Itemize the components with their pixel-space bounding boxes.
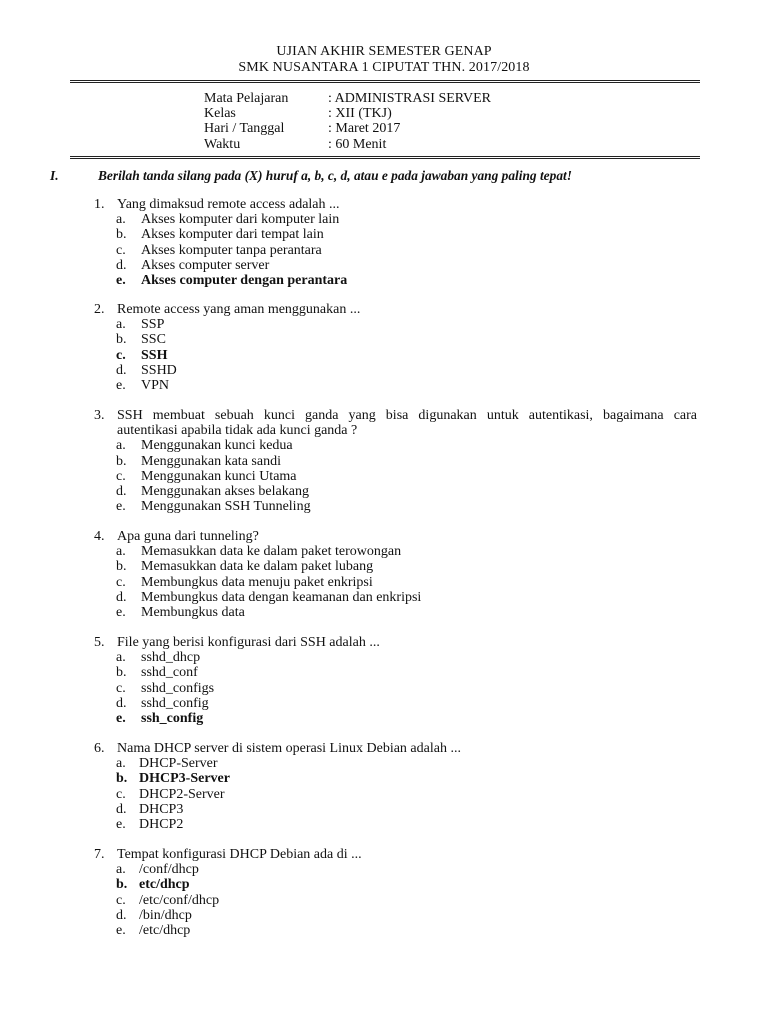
option-e[interactable] bbox=[0, 378, 768, 393]
question-text: Tempat konfigurasi DHCP Debian ada di ... bbox=[117, 847, 362, 862]
option-letter: b. bbox=[116, 227, 127, 243]
option-d[interactable] bbox=[0, 484, 768, 499]
option-c[interactable] bbox=[0, 787, 768, 802]
option-b[interactable] bbox=[0, 332, 768, 347]
option-b-answer[interactable] bbox=[0, 877, 768, 892]
option-letter: e. bbox=[116, 710, 126, 726]
option-text: Menggunakan kunci Utama bbox=[141, 468, 297, 484]
option-e[interactable] bbox=[0, 923, 768, 938]
option-letter: e. bbox=[116, 816, 126, 832]
option-text: Menggunakan kata sandi bbox=[141, 453, 281, 469]
info-label: Waktu bbox=[204, 136, 241, 152]
exam-info bbox=[204, 91, 491, 152]
question-number: 6. bbox=[94, 741, 105, 756]
option-c[interactable] bbox=[0, 575, 768, 590]
option-b[interactable] bbox=[0, 559, 768, 574]
option-c[interactable] bbox=[0, 243, 768, 258]
option-e-answer[interactable] bbox=[0, 711, 768, 726]
option-letter: b. bbox=[116, 453, 127, 469]
option-letter: e. bbox=[116, 922, 126, 938]
option-a[interactable] bbox=[0, 317, 768, 332]
option-b[interactable] bbox=[0, 454, 768, 469]
option-text: /etc/conf/dhcp bbox=[139, 892, 220, 908]
question-text-continued: autentikasi apabila tidak ada kunci ganda ? bbox=[117, 423, 358, 439]
option-e[interactable] bbox=[0, 605, 768, 620]
info-row-subject bbox=[204, 91, 491, 106]
question-3 bbox=[0, 408, 768, 514]
question-number: 2. bbox=[94, 302, 105, 317]
info-value: : Maret 2017 bbox=[328, 121, 401, 137]
info-label: Mata Pelajaran bbox=[204, 91, 289, 106]
option-letter: d. bbox=[116, 589, 127, 605]
option-text: DHCP3-Server bbox=[139, 771, 230, 787]
option-a[interactable] bbox=[0, 438, 768, 453]
option-letter: c. bbox=[116, 786, 126, 802]
question-4 bbox=[0, 529, 768, 620]
option-letter: d. bbox=[116, 695, 127, 711]
option-e[interactable] bbox=[0, 817, 768, 832]
option-b-answer[interactable] bbox=[0, 771, 768, 786]
section-instruction: Berilah tanda silang pada (X) huruf a, b, c, d, atau e pada jawaban yang paling tepat! bbox=[98, 168, 572, 183]
option-text: Memasukkan data ke dalam paket terowongan bbox=[141, 544, 402, 560]
option-d[interactable] bbox=[0, 802, 768, 817]
section-number: I. bbox=[50, 168, 59, 183]
option-text: DHCP2-Server bbox=[139, 786, 225, 802]
option-text: sshd_dhcp bbox=[141, 650, 201, 666]
option-text: VPN bbox=[141, 377, 170, 393]
question-number: 3. bbox=[94, 408, 105, 423]
info-label: Hari / Tanggal bbox=[204, 121, 285, 137]
option-letter: a. bbox=[116, 650, 126, 666]
option-d[interactable] bbox=[0, 258, 768, 273]
option-text: sshd_config bbox=[141, 695, 209, 711]
option-letter: b. bbox=[116, 665, 127, 681]
info-row-time bbox=[204, 137, 491, 152]
option-text: Akses komputer dari komputer lain bbox=[141, 212, 340, 228]
question-7 bbox=[0, 847, 768, 938]
question-number: 1. bbox=[94, 197, 105, 212]
option-d[interactable] bbox=[0, 908, 768, 923]
option-text: Akses komputer dari tempat lain bbox=[141, 227, 324, 243]
question-5 bbox=[0, 635, 768, 726]
option-text: SSHD bbox=[141, 362, 177, 378]
option-text: SSC bbox=[141, 332, 166, 348]
option-letter: d. bbox=[116, 362, 127, 378]
option-a[interactable] bbox=[0, 650, 768, 665]
option-letter: e. bbox=[116, 499, 126, 515]
option-text: Membungkus data dengan keamanan dan enkripsi bbox=[141, 589, 422, 605]
option-letter: e. bbox=[116, 377, 126, 393]
exam-title: UJIAN AKHIR SEMESTER GENAP bbox=[276, 44, 492, 59]
option-letter: d. bbox=[116, 801, 127, 817]
option-text: sshd_configs bbox=[141, 680, 215, 696]
option-text: Akses computer dengan perantara bbox=[141, 272, 348, 288]
option-text: DHCP2 bbox=[139, 816, 184, 832]
option-d[interactable] bbox=[0, 363, 768, 378]
question-2 bbox=[0, 302, 768, 393]
option-letter: b. bbox=[116, 559, 127, 575]
option-letter: b. bbox=[116, 771, 128, 787]
option-letter: a. bbox=[116, 212, 126, 228]
option-b[interactable] bbox=[0, 665, 768, 680]
option-text: DHCP3 bbox=[139, 801, 184, 817]
question-number: 4. bbox=[94, 529, 105, 544]
option-letter: e. bbox=[116, 604, 126, 620]
option-text: Akses komputer tanpa perantara bbox=[141, 242, 322, 258]
option-letter: a. bbox=[116, 317, 126, 333]
option-letter: a. bbox=[116, 862, 126, 878]
option-text: /bin/dhcp bbox=[139, 907, 192, 923]
question-6 bbox=[0, 741, 768, 832]
school-title: SMK NUSANTARA 1 CIPUTAT THN. 2017/2018 bbox=[238, 60, 530, 75]
option-c[interactable] bbox=[0, 681, 768, 696]
option-letter: c. bbox=[116, 680, 126, 696]
option-text: Akses computer server bbox=[141, 257, 270, 273]
option-letter: a. bbox=[116, 756, 126, 772]
option-d[interactable] bbox=[0, 696, 768, 711]
option-text: SSH bbox=[141, 347, 168, 363]
option-letter: c. bbox=[116, 574, 126, 590]
question-text: Nama DHCP server di sistem operasi Linux Debian adalah ... bbox=[117, 741, 461, 756]
option-text: DHCP-Server bbox=[139, 756, 218, 772]
option-a[interactable] bbox=[0, 862, 768, 877]
option-text: Membungkus data bbox=[141, 604, 245, 620]
option-letter: e. bbox=[116, 272, 126, 288]
question-text: Remote access yang aman menggunakan ... bbox=[117, 302, 361, 317]
question-text: Yang dimaksud remote access adalah ... bbox=[117, 197, 340, 212]
option-letter: c. bbox=[116, 892, 126, 908]
option-letter: a. bbox=[116, 438, 126, 454]
info-value: : XII (TKJ) bbox=[328, 106, 392, 122]
option-text: Menggunakan akses belakang bbox=[141, 483, 309, 499]
question-1 bbox=[0, 197, 768, 288]
info-label: Kelas bbox=[204, 106, 236, 122]
option-text: etc/dhcp bbox=[139, 877, 190, 893]
header-divider-bottom bbox=[70, 156, 700, 159]
option-letter: d. bbox=[116, 483, 127, 499]
info-value: : 60 Menit bbox=[328, 136, 387, 152]
option-a[interactable] bbox=[0, 212, 768, 227]
option-text: Menggunakan SSH Tunneling bbox=[141, 499, 311, 515]
option-text: /conf/dhcp bbox=[139, 862, 199, 878]
option-a[interactable] bbox=[0, 544, 768, 559]
option-d[interactable] bbox=[0, 590, 768, 605]
question-number: 5. bbox=[94, 635, 105, 650]
option-letter: d. bbox=[116, 257, 127, 273]
option-b[interactable] bbox=[0, 227, 768, 242]
option-text: /etc/dhcp bbox=[139, 922, 191, 938]
question-text: File yang berisi konfigurasi dari SSH adalah ... bbox=[117, 635, 380, 650]
option-letter: b. bbox=[116, 877, 128, 893]
option-text: Memasukkan data ke dalam paket lubang bbox=[141, 559, 374, 575]
option-text: Membungkus data menuju paket enkripsi bbox=[141, 574, 373, 590]
info-row-date bbox=[204, 121, 491, 136]
header-divider-top bbox=[70, 80, 700, 83]
question-text: Apa guna dari tunneling? bbox=[117, 529, 259, 544]
option-text: Menggunakan kunci kedua bbox=[141, 438, 293, 454]
info-value: : ADMINISTRASI SERVER bbox=[328, 91, 492, 106]
option-letter: c. bbox=[116, 242, 126, 258]
option-text: ssh_config bbox=[141, 710, 204, 726]
option-e[interactable] bbox=[0, 499, 768, 514]
option-letter: c. bbox=[116, 347, 126, 363]
option-c-answer[interactable] bbox=[0, 348, 768, 363]
option-letter: a. bbox=[116, 544, 126, 560]
option-letter: c. bbox=[116, 468, 126, 484]
option-text: SSP bbox=[141, 317, 165, 333]
option-e-answer[interactable] bbox=[0, 273, 768, 288]
option-letter: b. bbox=[116, 332, 127, 348]
option-letter: d. bbox=[116, 907, 127, 923]
option-c[interactable] bbox=[0, 893, 768, 908]
question-number: 7. bbox=[94, 847, 105, 862]
option-c[interactable] bbox=[0, 469, 768, 484]
option-text: sshd_conf bbox=[141, 665, 198, 681]
option-a[interactable] bbox=[0, 756, 768, 771]
info-row-class bbox=[204, 106, 491, 121]
question-text: SSH membuat sebuah kunci ganda yang bisa digunakan untuk autentikasi, bagaimana cara bbox=[117, 408, 697, 423]
